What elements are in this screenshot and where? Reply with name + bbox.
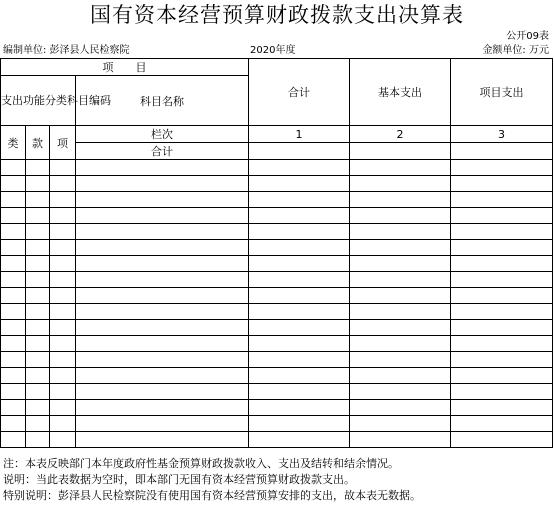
reporting-unit: 编制单位: 彭泽县人民检察院 xyxy=(3,45,130,56)
table-row xyxy=(1,160,553,176)
table-cell xyxy=(249,176,350,192)
table-row xyxy=(1,272,553,288)
table-row xyxy=(1,224,553,240)
table-cell xyxy=(249,432,350,448)
table-cell xyxy=(26,368,50,384)
table-cell xyxy=(451,368,553,384)
table-cell xyxy=(76,336,249,352)
table-cell xyxy=(26,320,50,336)
table-cell xyxy=(50,400,76,416)
table-cell xyxy=(451,240,553,256)
table-cell xyxy=(451,192,553,208)
table-cell xyxy=(50,208,76,224)
table-cell xyxy=(50,368,76,384)
project-expenditure-header: 项目支出 xyxy=(451,59,553,126)
table-cell xyxy=(50,176,76,192)
table-cell xyxy=(50,224,76,240)
sum-basic-cell xyxy=(350,143,451,160)
basic-expenditure-header: 基本支出 xyxy=(350,59,451,126)
table-cell xyxy=(50,432,76,448)
table-cell xyxy=(76,304,249,320)
table-cell xyxy=(350,400,451,416)
table-cell xyxy=(26,160,50,176)
table-cell xyxy=(350,272,451,288)
table-cell xyxy=(350,320,451,336)
xiang-header: 项 xyxy=(50,126,76,160)
table-cell xyxy=(76,240,249,256)
table-cell xyxy=(26,224,50,240)
meta-row xyxy=(0,44,554,58)
table-cell xyxy=(350,160,451,176)
table-row xyxy=(1,432,553,448)
table-cell xyxy=(26,352,50,368)
table-row xyxy=(1,192,553,208)
table-row xyxy=(1,304,553,320)
subject-name-header: 科目名称 xyxy=(76,76,249,126)
table-cell xyxy=(50,320,76,336)
table-cell xyxy=(451,304,553,320)
table-cell xyxy=(350,384,451,400)
table-cell xyxy=(350,176,451,192)
table-cell xyxy=(26,256,50,272)
table-cell xyxy=(451,400,553,416)
fiscal-year: 2020年度 xyxy=(250,45,296,56)
table-cell xyxy=(451,160,553,176)
table-cell xyxy=(26,240,50,256)
table-cell xyxy=(50,160,76,176)
table-cell xyxy=(26,336,50,352)
expenditure-table xyxy=(0,58,553,448)
table-cell xyxy=(249,240,350,256)
page-title: 国有资本经营预算财政拨款支出决算表 xyxy=(90,3,464,27)
note-line: 说明：当此表数据为空时，即本部门无国有资本经营预算财政拨款支出。 xyxy=(3,473,355,486)
table-row xyxy=(1,208,553,224)
table-cell xyxy=(76,432,249,448)
table-cell xyxy=(1,176,26,192)
table-cell xyxy=(50,256,76,272)
table-cell xyxy=(1,304,26,320)
table-cell xyxy=(1,400,26,416)
table-cell xyxy=(50,384,76,400)
table-cell xyxy=(76,272,249,288)
table-cell xyxy=(76,416,249,432)
table-cell xyxy=(350,416,451,432)
table-cell xyxy=(26,208,50,224)
table-cell xyxy=(1,288,26,304)
table-cell xyxy=(249,288,350,304)
table-row xyxy=(1,288,553,304)
table-cell xyxy=(249,320,350,336)
table-cell xyxy=(249,352,350,368)
table-row xyxy=(1,320,553,336)
column-no-3: 3 xyxy=(451,126,553,143)
table-cell xyxy=(451,416,553,432)
table-cell xyxy=(249,256,350,272)
table-cell xyxy=(1,384,26,400)
table-cell xyxy=(451,224,553,240)
table-cell xyxy=(249,208,350,224)
table-cell xyxy=(249,192,350,208)
table-cell xyxy=(350,240,451,256)
table-cell xyxy=(26,272,50,288)
note-line: 注：本表反映部门本年度政府性基金预算财政拨款收入、支出及结转和结余情况。 xyxy=(3,457,399,470)
column-no-1: 1 xyxy=(249,126,350,143)
table-cell xyxy=(1,368,26,384)
table-cell xyxy=(76,256,249,272)
table-cell xyxy=(350,224,451,240)
table-row xyxy=(1,256,553,272)
total-header: 合计 xyxy=(249,59,350,126)
table-cell xyxy=(50,304,76,320)
table-cell xyxy=(50,352,76,368)
table-cell xyxy=(26,400,50,416)
table-cell xyxy=(26,416,50,432)
table-cell xyxy=(76,160,249,176)
sum-total-cell xyxy=(249,143,350,160)
table-row xyxy=(1,368,553,384)
table-cell xyxy=(451,432,553,448)
table-cell xyxy=(249,384,350,400)
table-cell xyxy=(26,176,50,192)
table-cell xyxy=(1,224,26,240)
table-cell xyxy=(451,256,553,272)
table-cell xyxy=(76,208,249,224)
table-cell xyxy=(1,352,26,368)
table-row xyxy=(1,176,553,192)
table-cell xyxy=(76,288,249,304)
table-cell xyxy=(1,256,26,272)
table-cell xyxy=(76,384,249,400)
table-code: 公开09表 xyxy=(506,31,549,42)
table-cell xyxy=(451,208,553,224)
table-cell xyxy=(249,224,350,240)
table-cell xyxy=(76,320,249,336)
table-cell xyxy=(350,368,451,384)
table-cell xyxy=(249,368,350,384)
table-cell xyxy=(1,160,26,176)
table-cell xyxy=(1,192,26,208)
lei-header: 类 xyxy=(1,126,26,160)
table-row xyxy=(1,416,553,432)
table-cell xyxy=(451,288,553,304)
table-cell xyxy=(451,272,553,288)
table-cell xyxy=(451,352,553,368)
kuan-header: 款 xyxy=(26,126,50,160)
table-cell xyxy=(50,240,76,256)
table-cell xyxy=(350,352,451,368)
table-cell xyxy=(350,192,451,208)
item-header: 项 目 xyxy=(1,59,249,76)
table-row xyxy=(1,400,553,416)
amount-unit: 金额单位: 万元 xyxy=(482,45,549,56)
table-row xyxy=(1,240,553,256)
table-cell xyxy=(451,320,553,336)
table-row xyxy=(1,336,553,352)
table-cell xyxy=(451,176,553,192)
table-cell xyxy=(26,384,50,400)
table-cell xyxy=(1,416,26,432)
table-row xyxy=(1,384,553,400)
table-cell xyxy=(26,304,50,320)
notes xyxy=(3,456,553,504)
column-no-label: 栏次 xyxy=(76,126,249,143)
table-cell xyxy=(50,416,76,432)
table-cell xyxy=(76,224,249,240)
table-cell xyxy=(50,192,76,208)
note-line: 特别说明：彭泽县人民检察院没有使用国有资本经营预算安排的支出，故本表无数据。 xyxy=(3,489,421,502)
table-cell xyxy=(76,176,249,192)
table-cell xyxy=(350,208,451,224)
column-no-2: 2 xyxy=(350,126,451,143)
table-cell xyxy=(350,304,451,320)
table-cell xyxy=(1,336,26,352)
sum-project-cell xyxy=(451,143,553,160)
table-cell xyxy=(249,400,350,416)
table-row xyxy=(1,352,553,368)
table-cell xyxy=(50,336,76,352)
table-cell xyxy=(1,208,26,224)
table-cell xyxy=(76,352,249,368)
table-cell xyxy=(451,384,553,400)
table-cell xyxy=(249,336,350,352)
table-cell xyxy=(76,192,249,208)
sum-row-label: 合计 xyxy=(76,143,249,160)
table-cell xyxy=(26,288,50,304)
table-cell xyxy=(1,272,26,288)
table-cell xyxy=(350,432,451,448)
table-cell xyxy=(76,368,249,384)
function-code-header: 支出功能分类科目编码 xyxy=(1,76,76,126)
table-cell xyxy=(350,256,451,272)
table-cell xyxy=(50,272,76,288)
table-cell xyxy=(249,416,350,432)
table-cell xyxy=(350,288,451,304)
table-cell xyxy=(50,288,76,304)
table-cell xyxy=(249,272,350,288)
table-cell xyxy=(1,240,26,256)
table-cell xyxy=(1,432,26,448)
table-cell xyxy=(26,192,50,208)
table-cell xyxy=(350,336,451,352)
table-cell xyxy=(249,160,350,176)
table-cell xyxy=(249,304,350,320)
table-cell xyxy=(76,400,249,416)
table-cell xyxy=(1,320,26,336)
table-cell xyxy=(26,432,50,448)
table-cell xyxy=(451,336,553,352)
